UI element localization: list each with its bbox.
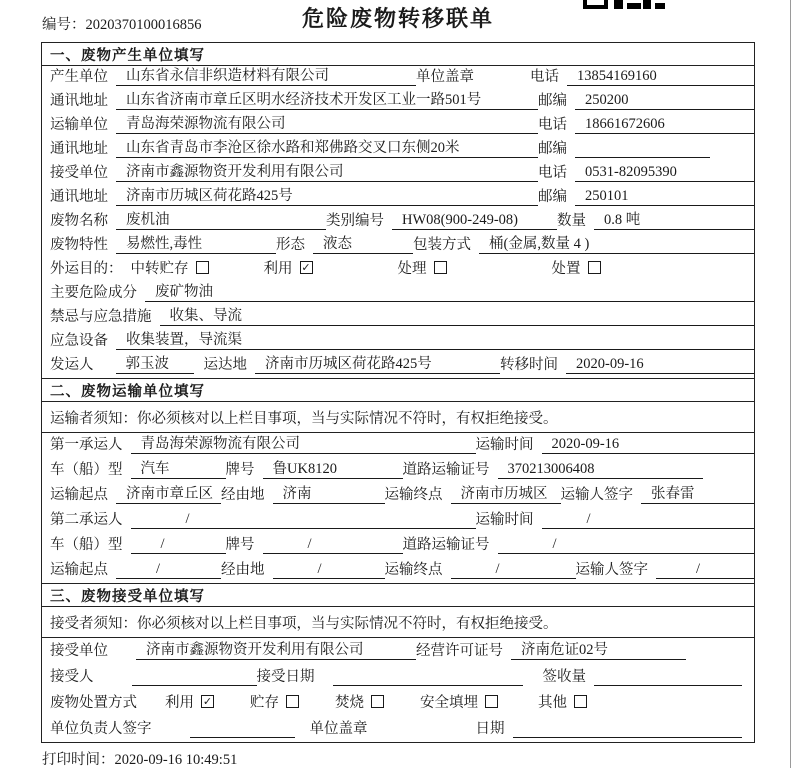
checkbox-label: 利用 [263,261,293,277]
field-label: 牌号 [225,537,255,553]
field-value: 济南 [273,482,385,504]
field-value: 济南市鑫源物资开发利用有限公司 [136,638,416,660]
form-section [42,583,754,742]
checkbox-label: 其他 [538,695,567,711]
field-label: 单位负责人签字 [50,721,152,737]
field-value: 桶(金属,数量 4 ) [479,232,754,254]
checkbox-group [165,691,214,712]
form-row [42,433,754,458]
field-label: 发运人 [50,357,94,373]
form-section [42,43,754,378]
field-value [190,721,295,738]
field-label: 应急设备 [50,333,108,349]
checkbox-icon [485,695,498,708]
field-label: 日期 [475,721,505,737]
form-row [42,234,754,258]
form-row [42,354,754,378]
checkbox-icon [196,261,209,274]
field-value: 张春雷 [641,482,754,504]
field-label: 邮编 [538,141,567,157]
form-row [42,66,754,90]
checkbox-group [398,257,447,278]
form-row [42,138,754,162]
field-value: / [131,511,476,529]
field-value: 收集、导流 [160,304,755,326]
field-label: 数量 [557,213,586,229]
field-label: 单位盖章 [416,69,474,85]
field-label: 签收量 [542,669,586,685]
field-value: 青岛海荣源物流有限公司 [116,112,538,134]
form-row [42,664,754,690]
form-row [42,186,754,210]
field-label: 第一承运人 [50,437,123,453]
field-value: 山东省济南市章丘区明水经济技术开发区工业一路501号 [116,88,538,110]
field-value: 汽车 [131,457,226,479]
form-row [42,162,754,186]
manifest-form [41,42,755,743]
field-label: 单位盖章 [309,721,368,737]
field-label: 运输人签字 [560,487,633,503]
field-label: 运输起点 [50,562,108,578]
field-value: / [131,536,226,554]
form-row [42,483,754,508]
checkbox-checked-icon: ✓ [301,261,311,274]
section-heading: 三、废物接受单位填写 [42,584,754,607]
form-row [42,558,754,583]
checkbox-group [264,257,313,278]
field-value: 13854169160 [567,68,754,86]
field-value [333,669,523,686]
field-label: 运输终点 [384,487,443,503]
form-row [42,638,754,664]
checkbox-icon [434,261,447,274]
field-label: 经由地 [221,562,265,578]
form-row [42,306,754,330]
field-label: 运输时间 [475,437,534,453]
checkbox-label: 中转贮存 [130,261,189,277]
print-time: 打印时间：2020-09-16 10:49:51 [42,752,238,768]
section-heading: 二、废物运输单位填写 [42,379,754,402]
field-label: 电话 [530,69,559,85]
field-label: 接受单位 [50,165,108,181]
field-value: 济南市章丘区 [116,482,221,504]
field-value: HW08(900-249-08) [392,212,557,230]
field-value [594,669,742,686]
form-row [42,533,754,558]
field-label: 邮编 [538,189,567,205]
serial-number: 编号：2020370100016856 [42,17,202,33]
checkbox-label: 处置 [551,261,581,277]
field-label: 运输时间 [475,512,534,528]
checkbox-group [335,691,384,712]
field-label: 运输起点 [50,487,108,503]
checkbox-icon [371,695,384,708]
field-label: 电话 [538,117,567,133]
field-label: 通讯地址 [50,189,108,205]
field-value: 济南市历城区荷花路425号 [255,352,500,374]
field-label: 运输终点 [384,562,443,578]
field-value: / [116,561,221,579]
checkbox-icon [574,695,587,708]
form-row [42,282,754,306]
section-heading: 一、废物产生单位填写 [42,43,754,66]
field-value: 山东省永信非织造材料有限公司 [116,64,416,86]
field-label: 接受单位 [50,643,108,659]
field-value: 0531-82095390 [575,164,754,182]
field-label: 通讯地址 [50,93,108,109]
form-row [42,210,754,234]
checkbox-checked-icon: ✓ [202,695,213,708]
field-value: 370213006408 [498,461,703,479]
field-value: / [498,536,755,554]
form-row [42,458,754,483]
field-value: 2020-09-16 [566,356,754,374]
checkbox-icon [588,261,601,274]
field-label: 外运目的： [50,261,123,277]
field-value [513,721,743,738]
form-row [42,90,754,114]
field-value: 0.8 吨 [594,208,754,230]
checkbox-label: 处理 [397,261,427,277]
field-value: 250200 [575,92,754,110]
field-value: 济南危证02号 [511,638,686,660]
field-value: / [451,561,576,579]
field-label: 经由地 [221,487,265,503]
field-label: 运输单位 [50,117,108,133]
form-row [42,330,754,354]
field-label: 转移时间 [500,357,558,373]
field-label: 类别编号 [326,213,384,229]
checkbox-group [250,691,299,712]
form-row [42,716,754,742]
field-value: 青岛海荣源物流有限公司 [131,432,476,454]
field-label: 废物名称 [50,213,108,229]
field-value: 18661672606 [575,116,754,134]
field-label: 主要危险成分 [50,285,137,301]
field-label: 产生单位 [50,69,108,85]
field-label: 包装方式 [413,237,471,253]
form-section [42,378,754,583]
field-value: / [656,561,754,579]
checkbox-group [552,257,601,278]
field-value: 鲁UK8120 [263,457,403,479]
field-label: 废物特性 [50,237,108,253]
form-row [42,258,754,282]
checkbox-icon [286,695,299,708]
field-value: / [273,561,385,579]
checkbox-label: 焚烧 [335,695,364,711]
field-label: 车（船）型 [50,537,123,553]
field-label: 接受人 [50,669,94,685]
field-value: 2020-09-16 [542,436,755,454]
field-label: 道路运输证号 [402,537,490,553]
field-value: 250101 [575,188,754,206]
field-value: 液态 [313,232,413,254]
field-label: 车（船）型 [50,462,123,478]
field-label: 废物处置方式 [50,695,137,711]
field-value: 济南市历城区 [451,482,561,504]
field-label: 经营许可证号 [416,643,503,659]
field-label: 形态 [276,237,305,253]
qr-code-icon [583,0,665,9]
checkbox-label: 安全填埋 [420,695,478,711]
field-label: 牌号 [225,462,255,478]
field-value: 废机油 [116,208,326,230]
form-row [42,690,754,716]
field-label: 第二承运人 [50,512,123,528]
field-value: 易燃性,毒性 [116,232,276,254]
section-note: 运输者须知：你必须核对以上栏目事项，当与实际情况不符时，有权拒绝接受。 [42,402,754,433]
field-label: 电话 [538,165,567,181]
field-value: / [263,536,403,554]
field-value: 废矿物油 [145,280,754,302]
field-label: 运输人签字 [575,562,648,578]
field-value: 收集装置，导流渠 [116,328,754,350]
form-row [42,508,754,533]
checkbox-group [131,257,209,278]
field-value: 济南市历城区荷花路425号 [116,184,538,206]
field-label: 禁忌与应急措施 [50,309,152,325]
checkbox-group [538,691,587,712]
field-label: 道路运输证号 [402,462,490,478]
section-note: 接受者须知：你必须核对以上栏目事项，当与实际情况不符时，有权拒绝接受。 [42,607,754,638]
field-label: 通讯地址 [50,141,108,157]
field-value [132,669,257,686]
field-value [575,141,710,158]
page-title: 危险废物转移联单 [301,6,494,31]
field-value: 郭玉波 [116,352,194,374]
field-label: 邮编 [538,93,567,109]
field-value: / [542,511,755,529]
checkbox-label: 贮存 [250,695,279,711]
checkbox-group [420,691,498,712]
field-label: 接受日期 [256,669,315,685]
field-value: 山东省青岛市李沧区徐水路和郑佛路交叉口东侧20米 [116,136,538,158]
checkbox-label: 利用 [165,695,194,711]
page-edge-divider [790,0,791,768]
field-label: 运达地 [203,357,247,373]
form-row [42,114,754,138]
field-value: 济南市鑫源物资开发利用有限公司 [116,160,538,182]
